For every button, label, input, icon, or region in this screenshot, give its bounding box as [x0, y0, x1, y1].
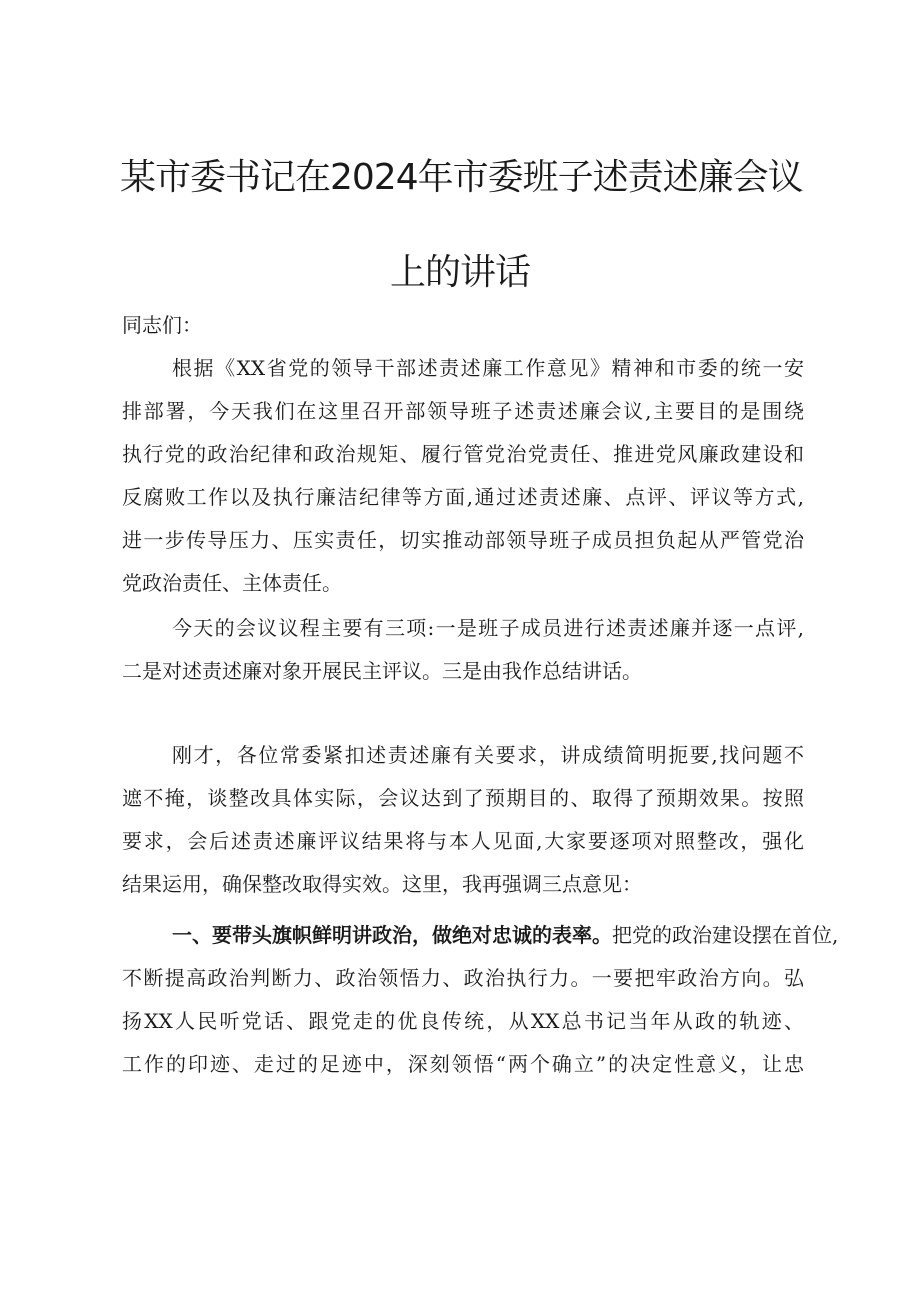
paragraph-3-line-2: 遮不掩，谈整改具体实际，会议达到了预期目的、取得了预期效果。按照 — [122, 786, 804, 810]
document-title-line-2: 上的讲话 — [389, 252, 530, 293]
paragraph-1-line-6: 党政治责任、主体责任。 — [122, 571, 342, 595]
paragraph-3-line-3: 要求，会后述责述廉评议结果将与本人见面,大家要逐项对照整改，强化 — [122, 829, 804, 853]
section-heading-1: 一、要带头旗帜鲜明讲政治，做绝对忠诚的表率。 — [172, 923, 612, 947]
paragraph-1-line-2: 排部署，今天我们在这里召开部领导班子述责述廉会议,主要目的是围绕 — [122, 399, 804, 423]
paragraph-2-line-1: 今天的会议议程主要有三项:一是班子成员进行述责述廉并逐一点评, — [172, 616, 804, 640]
salutation: 同志们： — [122, 313, 202, 337]
document-title-line-1: 某市委书记在2024年市委班子述责述廉会议 — [120, 157, 803, 198]
paragraph-4-line-4: 工作的印迹、走过的足迹中，深刻领悟“两个确立”的决定性意义，让忠 — [122, 1052, 804, 1076]
paragraph-1-line-4: 反腐败工作以及执行廉洁纪律等方面,通过述责述廉、点评、评议等方式, — [122, 485, 804, 509]
paragraph-1-line-1: 根据《XX省党的领导干部述责述廉工作意见》精神和市委的统一安 — [172, 356, 804, 380]
paragraph-2-line-2: 二是对述责述廉对象开展民主评议。三是由我作总结讲话。 — [122, 659, 642, 683]
paragraph-4-line-1 — [172, 921, 839, 949]
paragraph-4-line-2: 不断提高政治判断力、政治领悟力、政治执行力。一要把牢政治方向。弘 — [122, 966, 804, 990]
paragraph-3-line-4: 结果运用，确保整改取得实效。这里，我再强调三点意见： — [122, 872, 642, 896]
paragraph-3-line-1: 刚才，各位常委紧扣述责述廉有关要求，讲成绩简明扼要,找问题不 — [172, 743, 804, 767]
paragraph-4-line-1-rest: 把党的政治建设摆在首位, — [612, 923, 839, 947]
paragraph-1-line-3: 执行党的政治纪律和政治规矩、履行管党治党责任、推进党风廉政建设和 — [122, 442, 804, 466]
paragraph-4-line-3: 扬XX人民听党话、跟党走的优良传统，从XX总书记当年从政的轨迹、 — [122, 1009, 804, 1033]
paragraph-1-line-5: 进一步传导压力、压实责任，切实推动部领导班子成员担负起从严管党治 — [122, 528, 804, 552]
